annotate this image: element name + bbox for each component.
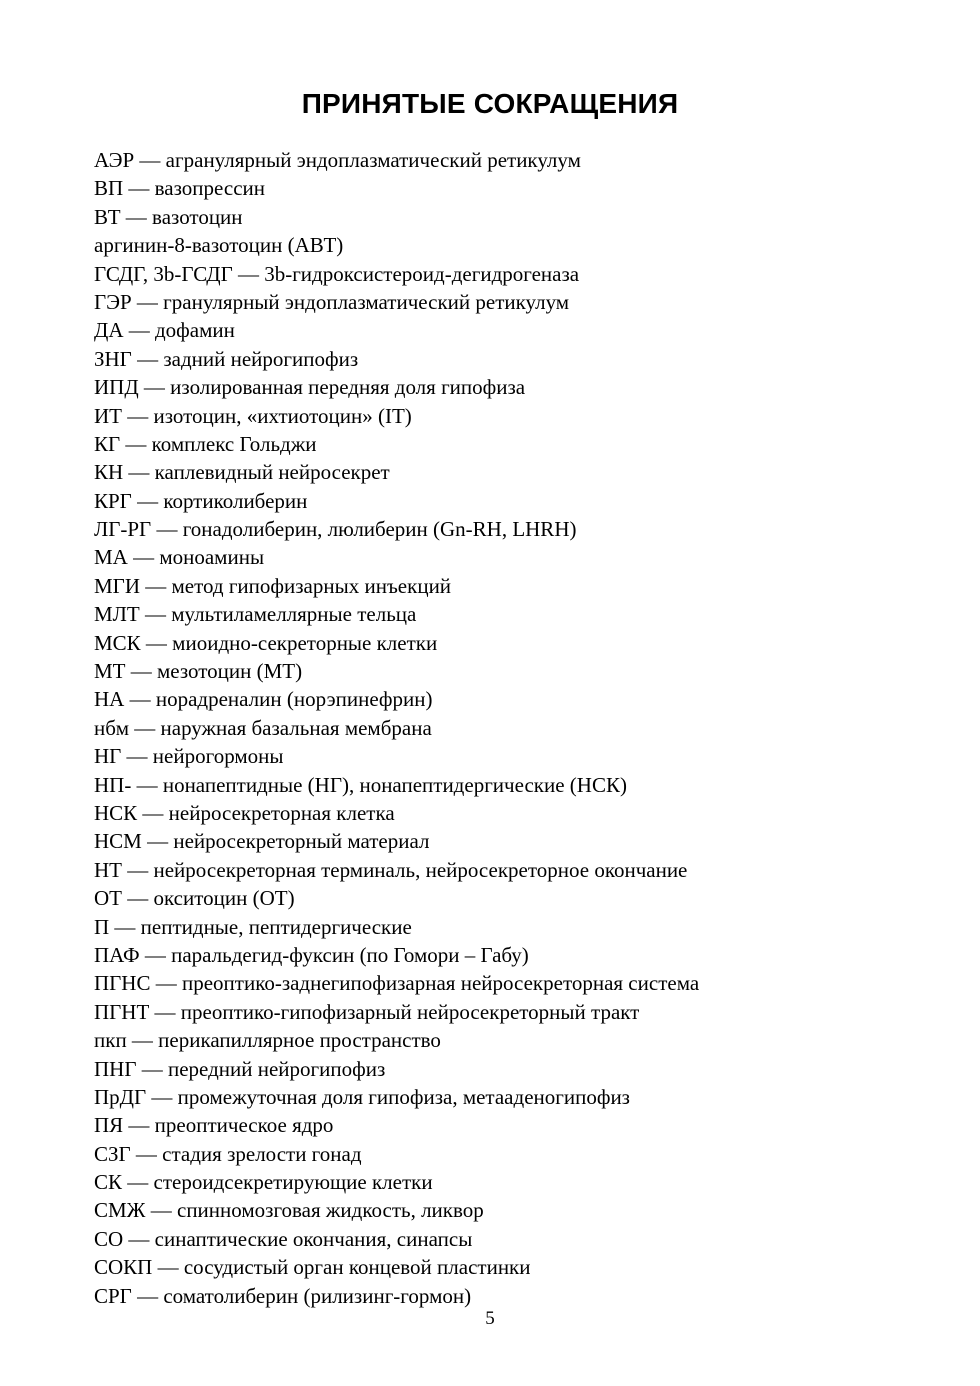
abbreviation-entry: НТ — нейросекреторная терминаль, нейросекреторное окончание [94,857,688,882]
abbreviation-entry: ПЯ — преоптическое ядро [94,1113,334,1138]
abbreviation-entry: НА — норадреналин (норэпинефрин) [94,687,433,712]
abbreviation-entry: ДА — дофамин [94,318,235,343]
abbreviation-entry: СМЖ — спинномозговая жидкость, ликвор [94,1198,484,1223]
abbreviation-list [94,147,699,1311]
abbreviation-entry: нбм — наружная базальная мембрана [94,715,432,740]
abbreviation-entry: НСК — нейросекреторная клетка [94,800,395,825]
abbreviation-entry: МГИ — метод гипофизарных инъекций [94,573,452,598]
abbreviation-entry: ВТ — вазотоцин [94,204,243,229]
abbreviation-entry: ПГНТ — преоптико-гипофизарный нейросекреторный тракт [94,999,640,1024]
abbreviation-entry: ЗНГ — задний нейрогипофиз [94,346,359,371]
abbreviation-entry: СОКП — сосудистый орган концевой пластинки [94,1255,531,1280]
abbreviation-entry: МТ — мезотоцин (МТ) [94,659,303,684]
abbreviation-entry: ГЭР — гранулярный эндоплазматический ретикулум [94,289,570,314]
abbreviation-entry: СО — синаптические окончания, синапсы [94,1226,473,1251]
abbreviation-entry: КГ — комплекс Гольджи [94,431,317,456]
abbreviation-entry: ЛГ-РГ — гонадолиберин, люлиберин (Gn-RH, LHRH) [94,517,577,542]
abbreviation-entry: МСК — миоидно-секреторные клетки [94,630,438,655]
abbreviation-entry: пкп — перикапиллярное пространство [94,1028,441,1053]
abbreviation-entry: КН — каплевидный нейросекрет [94,460,390,485]
abbreviation-entry: СК — стероидсекретирующие клетки [94,1170,433,1195]
abbreviation-entry: НП- — нонапептидные (НГ), нонапептидергические (НСК) [94,772,627,797]
abbreviation-entry: СЗГ — стадия зрелости гонад [94,1141,362,1166]
abbreviation-entry: ПрДГ — промежуточная доля гипофиза, метааденогипофиз [94,1084,630,1109]
abbreviation-entry: ПГНС — преоптико-заднегипофизарная нейросекреторная система [94,971,700,996]
abbreviation-entry: П — пептидные, пептидергические [94,914,412,939]
abbreviation-entry: ВП — вазопрессин [94,176,266,201]
abbreviation-entry: СРГ — соматолиберин (рилизинг-гормон) [94,1283,472,1308]
abbreviation-entry: ИПД — изолированная передняя доля гипофиза [94,375,526,400]
abbreviation-entry: ОТ — окситоцин (ОТ) [94,886,295,911]
page-number: 5 [485,1308,495,1329]
abbreviation-entry: КРГ — кортиколиберин [94,488,308,513]
abbreviation-entry: АЭР — агранулярный эндоплазматический ретикулум [94,148,581,172]
abbreviation-entry: ГСДГ, 3b-ГСДГ — 3b-гидроксистероид-дегидрогеназа [94,261,580,286]
abbreviation-entry: аргинин-8-вазотоцин (АВТ) [94,233,344,258]
abbreviation-entry: МА — моноамины [94,545,265,570]
abbreviation-entry: НСМ — нейросекреторный материал [94,829,430,854]
abbreviation-entry: ИТ — изотоцин, «ихтиотоцин» (IT) [94,403,412,428]
abbreviation-entry: НГ — нейрогормоны [94,744,284,769]
abbreviation-entry: ПАФ — паральдегид-фуксин (по Гомори – Габу) [94,942,529,967]
abbreviation-entry: ПНГ — передний нейрогипофиз [94,1056,386,1081]
page-title: ПРИНЯТЫЕ СОКРАЩЕНИЯ [301,88,679,119]
abbreviation-entry: МЛТ — мультиламеллярные тельца [94,602,417,627]
